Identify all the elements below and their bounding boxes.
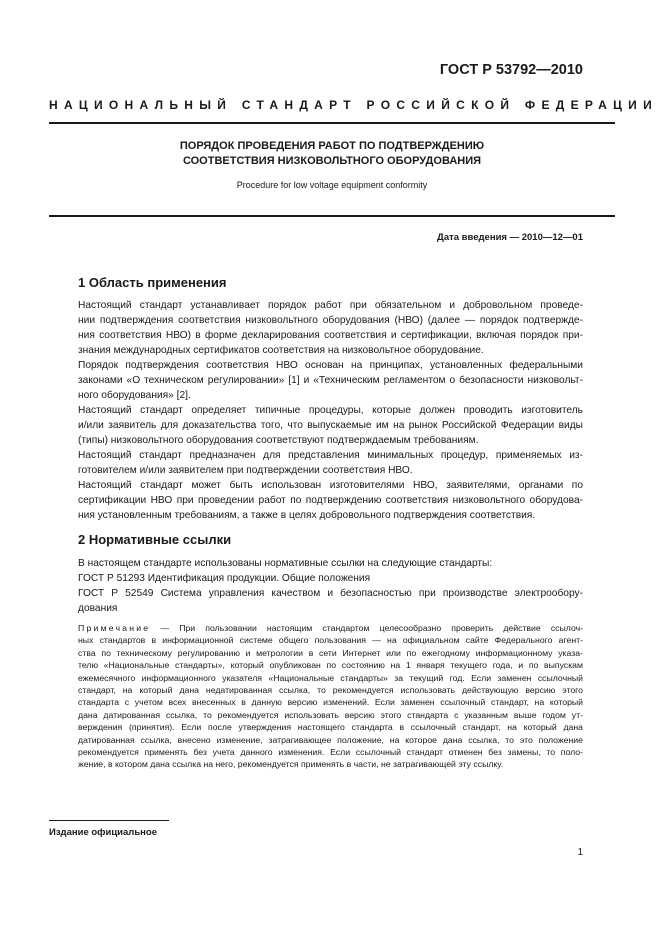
text-line: Настоящий стандарт определяет типичные процедуры, которые должен проводить изготовитель — [78, 405, 583, 416]
note-line: телю «Национальные стандарты», который опубликован по состоянию на 1 января текущего года, и по выпускам — [78, 660, 583, 671]
text-line: Настоящий стандарт может быть использован изготовителями НВО, заявителями, органами по — [78, 480, 583, 491]
document-title — [49, 139, 615, 169]
text-line: ния соответствия НВО) в форме декларирования соответствия и сертификации, включая порядок при- — [78, 330, 583, 341]
text-line: В настоящем стандарте использованы нормативные ссылки на следующие стандарты: — [78, 558, 493, 569]
text-line: ГОСТ Р 52549 Система управления качеством и безопасностью при производстве электрообору- — [78, 588, 583, 599]
introduction-date: Дата введения — 2010—12—01 — [437, 232, 583, 243]
text-line: Настоящий стандарт устанавливает порядок работ при обязательном и добровольном проведе- — [78, 300, 583, 311]
section-2-heading: 2 Нормативные ссылки — [78, 532, 232, 547]
text-line: ния установленным требованиям, а также в целях добровольного подтверждения соответствия. — [78, 510, 536, 521]
note-line: ства по техническому регулированию и метрологии в сети Интернет или по ежегодному информационному указа- — [78, 647, 583, 658]
title-line-2: СООТВЕТСТВИЯ НИЗКОВОЛЬТНОГО ОБОРУДОВАНИЯ — [182, 155, 482, 167]
gost-number: ГОСТ Р 53792—2010 — [439, 62, 583, 78]
header-rule — [49, 122, 615, 124]
note-line: верждения (принятия). Если после утверждения настоящего стандарта в ссылочный стандарт, на который дана — [78, 722, 583, 733]
text-line: знания международных сертификатов соответствия на низковольтное оборудование. — [78, 345, 484, 356]
section-2-body — [78, 556, 583, 616]
note-line: ных стандартов в информационной системе общего пользования — на официальном сайте Федерального агент- — [78, 635, 583, 646]
text-line: Порядок подтверждения соответствия НВО основан на принципах, установленных федеральными — [78, 360, 583, 371]
reference-note — [78, 622, 583, 771]
note-line: стандарта с учетом всех внесенных в данную версию изменений. Если заменен ссылочный стандарт, на который — [78, 697, 583, 708]
note-line: ежемесячного информационного указателя «Национальные стандарты» за текущий год. Если заменен ссылочный — [78, 672, 583, 683]
note-line: датированная ссылка, внесено изменение, затрагивающее положение, на которое дана ссылка, то это положение — [78, 734, 583, 745]
footer-rule — [49, 820, 169, 821]
title-line-1: ПОРЯДОК ПРОВЕДЕНИЯ РАБОТ ПО ПОДТВЕРЖДЕНИЮ — [179, 140, 485, 152]
text-line: нии подтверждения соответствия низковольтного оборудования (НВО) (далее — порядок подтвержде- — [78, 315, 583, 326]
title-rule — [49, 215, 615, 217]
note-label: Примечание — [78, 623, 151, 633]
national-standard-banner: НАЦИОНАЛЬНЫЙ СТАНДАРТ РОССИЙСКОЙ ФЕДЕРАЦИИ — [49, 98, 659, 112]
text-line: дования — [78, 603, 118, 614]
english-title: Procedure for low voltage equipment conformity — [236, 180, 428, 190]
section-1-heading: 1 Область применения — [78, 275, 227, 290]
text-line: и/или заявитель для доказательства того, что выпускаемые им на рынок Российской Федерации виды — [78, 420, 583, 431]
note-first-line — [78, 622, 583, 634]
text-line: (типы) низковольтного оборудования соответствуют подтверждаемым требованиям. — [78, 435, 479, 446]
text-line: законами «О техническом регулировании» [1] и «Техническим регламентом о безопасности низковольт- — [78, 375, 583, 386]
section-1-body — [78, 298, 583, 523]
text-line: ГОСТ Р 51293 Идентификация продукции. Общие положения — [78, 573, 371, 584]
text-line: ного оборудования» [2]. — [78, 390, 191, 401]
page-number: 1 — [577, 847, 583, 858]
text-line: готовителем и/или заявителем при подтверждении соответствия НВО. — [78, 465, 413, 476]
note-first-text: — При пользовании настоящим стандартом целесообразно проверить действие ссылоч- — [150, 623, 583, 633]
text-line: Настоящий стандарт предназначен для представления минимальных процедур, применяемых из- — [78, 450, 583, 461]
note-line: рекомендуется применять без учета данного изменения. Если ссылочный стандарт отменен без замены, то поло- — [78, 747, 583, 758]
note-line: жение, в котором дана ссылка на него, рекомендуется применять в части, не затрагивающей эту ссылку. — [78, 759, 504, 770]
note-line: стандарт, на который дана недатированная ссылка, то рекомендуется использовать действующую версию этого — [78, 685, 583, 696]
text-line: сертификации НВО при проведении работ по подтверждению соответствия низковольтного оборудова- — [78, 495, 583, 506]
note-line: дана датированная ссылка, то рекомендуется использовать версию этого стандарта с указанным выше годом ут- — [78, 709, 583, 720]
official-edition-label: Издание официальное — [49, 827, 157, 838]
